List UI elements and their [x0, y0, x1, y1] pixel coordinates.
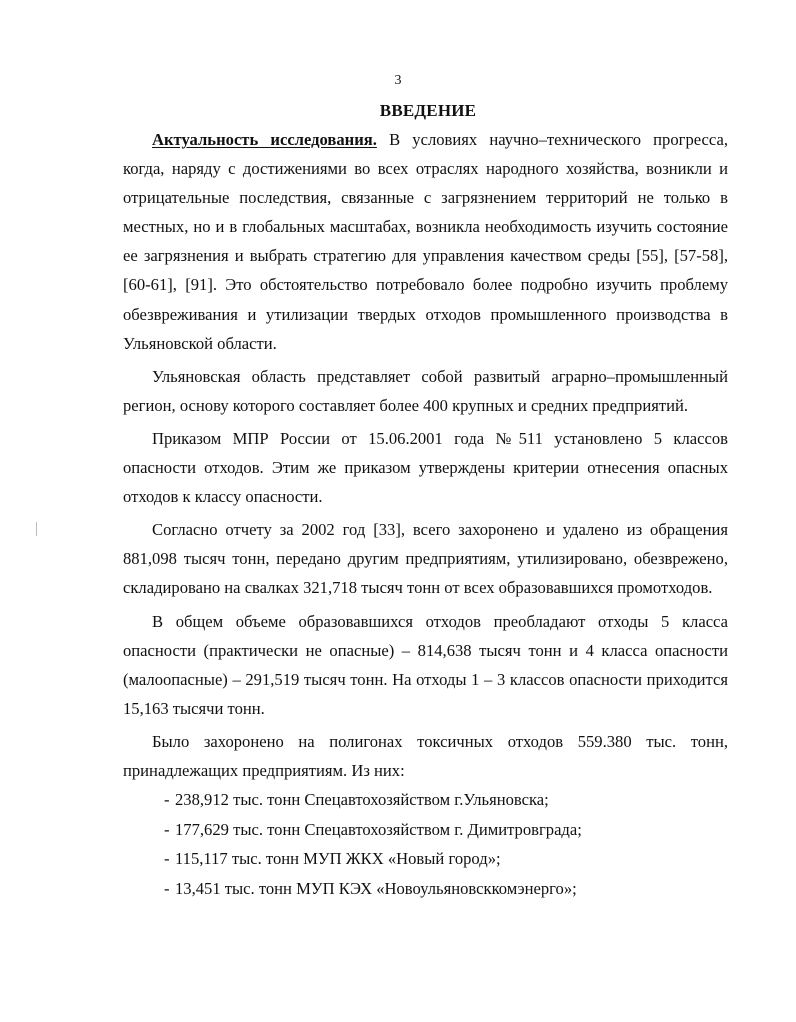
paragraph-relevance [123, 125, 728, 358]
waste-disposal-list [123, 785, 728, 903]
paragraph: Ульяновская область представляет собой развитый аграрно–промышленный регион, основу которого составляет более 400 крупных и средних предприятий. [123, 366, 728, 415]
paragraph: В общем объеме образовавшихся отходов преобладают отходы 5 класса опасности (практически не опасные) – 814,638 тысяч тонн и 4 класса опасности (малоопасные) – 291,519 тысяч тонн. На отходы 1 – 3 классов опасности приходится 15,163 тысячи тонн. [123, 611, 728, 718]
list-item-text: 13,451 тыс. тонн МУП КЭХ «Новоульяновсккомэнерго»; [175, 878, 577, 898]
list-item [123, 785, 728, 815]
list-bullet: - [164, 790, 170, 810]
list-bullet: - [164, 819, 170, 839]
paragraph: Согласно отчету за 2002 год [33], всего захоронено и удалено из обращения 881,098 тысяч тонн, передано другим предприятиям, утилизировано, обезврежено, складировано на свалках 321,718 тысяч тонн от всех образовавшихся промотходов. [123, 520, 728, 598]
document-body [123, 125, 728, 903]
list-bullet: - [164, 878, 170, 898]
list-item-text: 238,912 тыс. тонн Спецавтохозяйством г.Ульяновска; [175, 790, 549, 810]
list-item [123, 844, 728, 874]
list-item [123, 815, 728, 845]
list-item [123, 874, 728, 904]
list-item-text: 115,117 тыс. тонн МУП ЖКХ «Новый город»; [175, 849, 501, 869]
margin-mark [36, 522, 37, 536]
relevance-title: Актуальность исследования. [152, 130, 377, 149]
page-title: ВВЕДЕНИЕ [379, 101, 477, 120]
list-bullet: - [164, 849, 170, 869]
page-number: 3 [394, 73, 402, 88]
relevance-text: В условиях научно–технического прогресса, когда, наряду с достижениями во всех отраслях народного хозяйства, возникли и отрицательные последствия, связанные с загрязнением территорий не только в местных, но и в глобальных масштабах, возникла необходимость изучить состояние ее загрязнения и выбрать стратегию для управления качеством среды [55], [57-58], [60-61], [91]. Это обстоятельство потребовало более подробно изучить проблему обезвреживания и утилизации твердых отходов промышленного производства в Ульяновской области. [123, 130, 728, 353]
paragraph: Было захоронено на полигонах токсичных отходов 559.380 тыс. тонн, принадлежащих предприятиям. Из них: [123, 731, 728, 780]
paragraph: Приказом МПР России от 15.06.2001 года №511 установлено 5 классов опасности отходов. Этим же приказом утверждены критерии отнесения опасных отходов к классу опасности. [123, 428, 728, 507]
list-item-text: 177,629 тыс. тонн Спецавтохозяйством г. Димитровграда; [175, 819, 582, 839]
